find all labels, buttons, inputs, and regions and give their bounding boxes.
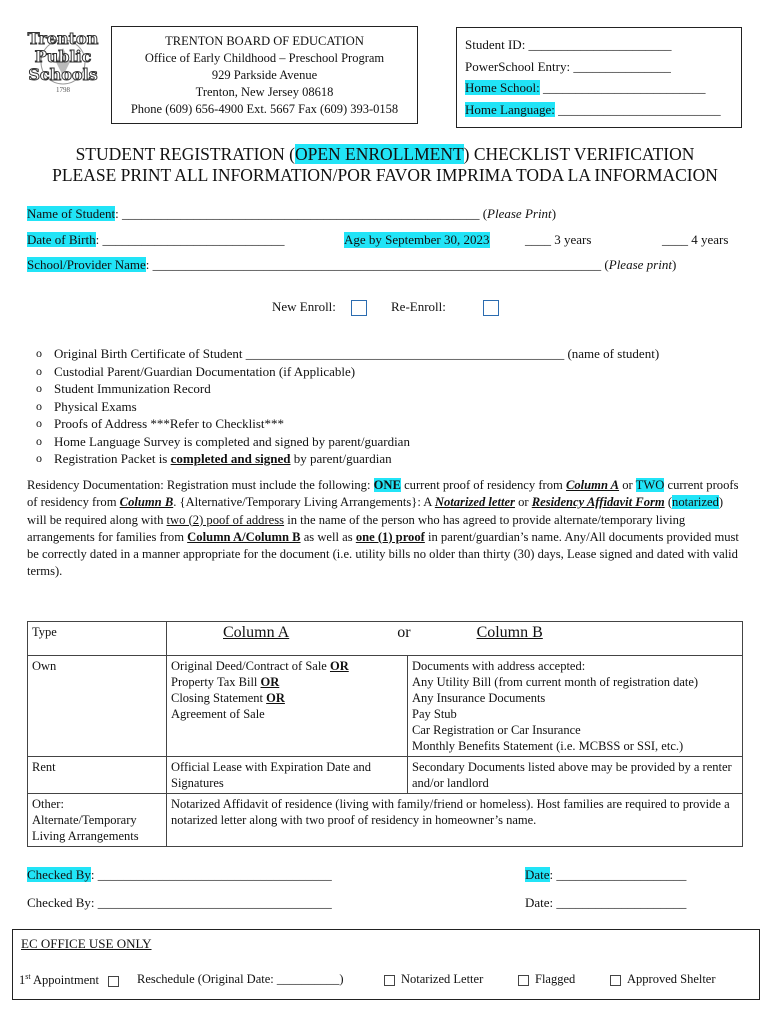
own-column-a: Original Deed/Contract of Sale OR Property Tax Bill OR Closing Statement OR Agreement of Sale [167,656,408,757]
reschedule-field[interactable]: Reschedule (Original Date: __________) [137,972,344,986]
type-other: Other: Alternate/Temporary Living Arrangements [28,794,167,847]
header-or: or [397,624,411,641]
page-title [0,144,770,186]
office-use-title: EC OFFICE USE ONLY [21,936,152,951]
logo-year: 1798 [56,86,70,94]
checklist-item: o Original Birth Certificate of Student _________________________________________________ (name of student) [36,345,659,363]
new-enroll-checkbox[interactable] [351,300,367,316]
checklist-item: o Physical Exams [36,398,659,416]
powerschool-field[interactable]: PowerSchool Entry: _______________ [465,58,671,74]
office-name: Office of Early Childhood – Preschool Program [144,51,385,65]
district-logo [26,28,100,96]
age-4-years[interactable]: ____ 4 years [662,232,729,247]
approved-shelter-checkbox[interactable] [610,975,621,986]
notarized-letter-checkbox[interactable] [384,975,395,986]
home-language-field[interactable]: Home Language: _________________________ [465,101,721,117]
street-address: 929 Parkside Avenue [211,68,318,82]
letterhead-box [111,26,418,124]
date-field-1[interactable]: Date: ____________________ [525,867,687,882]
header-type: Type [28,622,167,656]
residency-documentation: Residency Documentation: Registration must include the following: ONE current proof of residency from Column A or TWO current proofs of residency from Column B. {Alternative/Temporary Living Arrangements}: A Notarized letter or Residency Affidavit Form (notarized) will be required along with two (2) poof of address in the name of the person who has agreed to provide alternate/temporary living arrangements for families from Column A/Column B as well as one (1) proof in parent/guardian’s name. Any/All documents provided must be correctly dated in a manner appropriate for the document (i.e. utility bills no older than thirty (30) days, Lease signed and dated with valid terms). [27,478,739,579]
flagged-checkbox[interactable] [518,975,529,986]
checklist-item: o Home Language Survey is completed and signed by parent/guardian [36,433,659,451]
approved-shelter-option[interactable]: Approved Shelter [610,972,716,987]
student-id-box [456,27,742,128]
title-line-2: PLEASE PRINT ALL INFORMATION/POR FAVOR IMPRIMA TODA LA INFORMACION [52,165,718,185]
first-appointment-checkbox[interactable] [108,976,119,987]
phone-fax: Phone (609) 656-4900 Ext. 5667 Fax (609) 393-0158 [130,102,399,116]
student-name-field[interactable]: Name of Student: _______________________________________________________ (Please Print) [27,206,557,221]
checklist-item: o Custodial Parent/Guardian Documentation (if Applicable) [36,363,659,381]
first-appointment[interactable]: 1st Appointment [19,972,125,988]
school-provider-field[interactable]: School/Provider Name: _____________________________________________________________________ (Please print) [27,257,677,272]
document-checklist [36,345,659,468]
age-3-years[interactable]: ____ 3 years [525,232,592,247]
board-name: TRENTON BOARD OF EDUCATION [165,34,364,48]
table-row [28,794,743,847]
logo-line-2: Public [34,47,92,66]
table-header-row [28,622,743,656]
re-enroll[interactable]: Re-Enroll: [391,299,499,316]
logo-line-3: Schools [28,65,98,84]
home-school-field[interactable]: Home School: _________________________ [465,80,706,95]
checklist-item: o Student Immunization Record [36,380,659,398]
table-row [28,656,743,757]
city-address: Trenton, New Jersey 08618 [195,85,334,99]
date-of-birth-field[interactable]: Date of Birth: ____________________________ [27,232,285,247]
checklist-item: o Proofs of Address ***Refer to Checklist*** [36,415,659,433]
header-column-b: Column B [476,624,543,641]
residency-table [27,621,743,847]
header-columns [167,622,743,656]
table-row [28,757,743,794]
rent-column-b: Secondary Documents listed above may be provided by a renter and/or landlord [408,757,743,794]
checked-by-field-2[interactable]: Checked By: ____________________________________ [27,895,332,910]
checked-by-field-1[interactable]: Checked By: ____________________________________ [27,867,332,882]
re-enroll-checkbox[interactable] [483,300,499,316]
type-rent: Rent [28,757,167,794]
student-id-field[interactable]: Student ID: ______________________ [465,37,672,52]
title-line-1: STUDENT REGISTRATION (OPEN ENROLLMENT) CHECKLIST VERIFICATION [75,144,695,164]
date-field-2[interactable]: Date: ____________________ [525,895,687,910]
other-description: Notarized Affidavit of residence (living with family/friend or homeless). Host families are required to provide a notarized letter along with two proof of residency in homeowner’s name. [167,794,743,847]
own-column-b: Documents with address accepted: Any Utility Bill (from current month of registration date) Any Insurance Documents Pay Stub Car Registration or Car Insurance Monthly Benefits Statement (i.e. MCBSS or SSI, etc.) [408,656,743,757]
age-label: Age by September 30, 2023 [344,232,490,247]
type-own: Own [28,656,167,757]
notarized-letter-option[interactable]: Notarized Letter [384,972,483,987]
flagged-option[interactable]: Flagged [518,972,575,987]
header-column-a: Column A [223,624,290,641]
logo-line-1: Trenton [27,29,99,48]
checklist-item: o Registration Packet is completed and signed by parent/guardian [36,450,659,468]
rent-column-a: Official Lease with Expiration Date and Signatures [167,757,408,794]
office-use-box [12,929,760,1000]
new-enroll[interactable]: New Enroll: [272,299,367,316]
